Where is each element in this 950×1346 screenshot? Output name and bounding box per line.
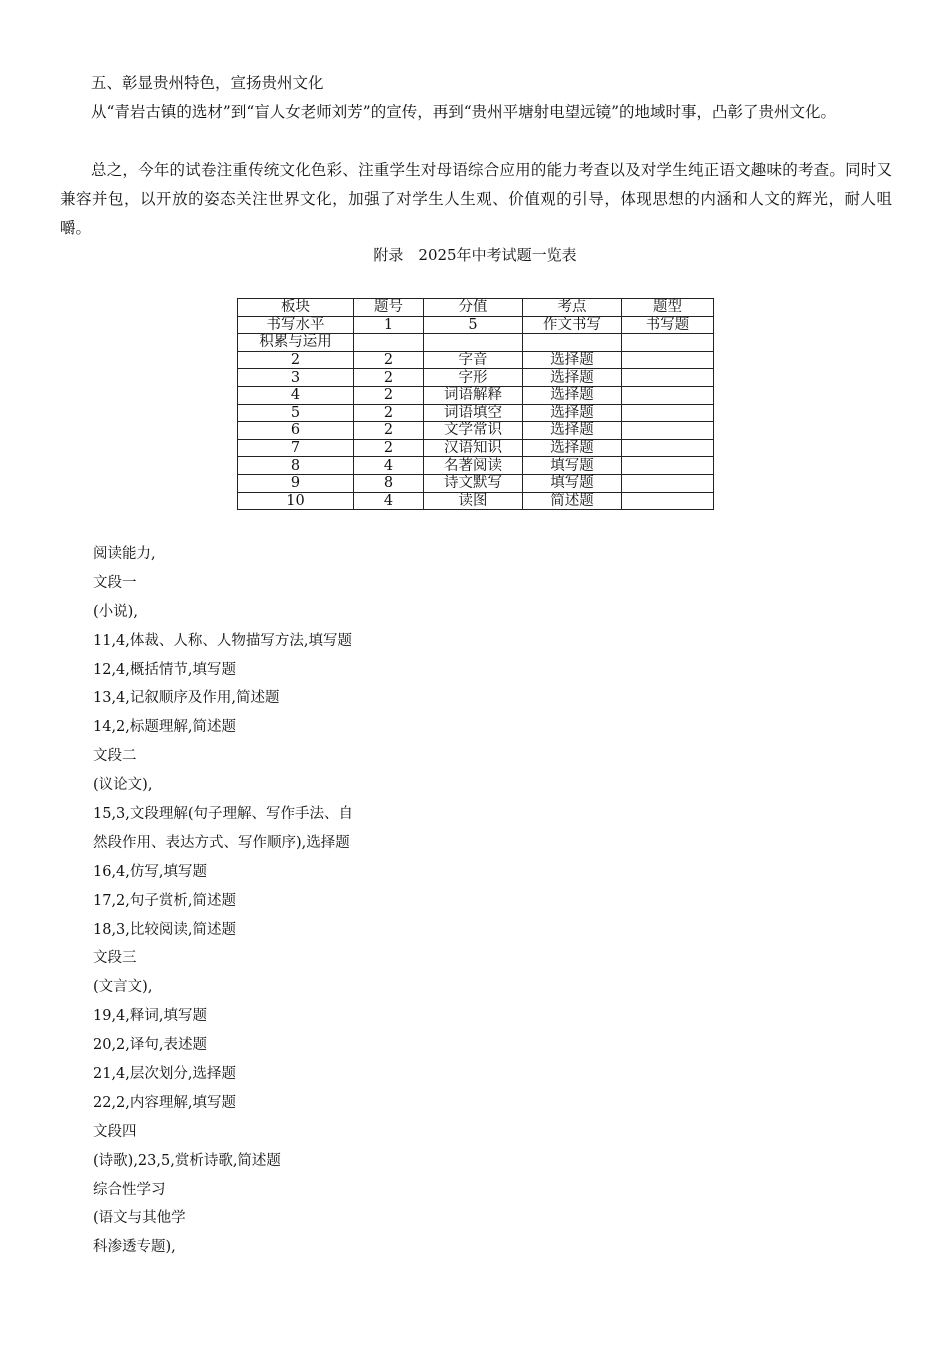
list-item: 11,4,体裁、人称、人物描写方法,填写题 [93, 632, 353, 649]
header-cell-type: 题型 [622, 299, 714, 317]
table-cell: 5 [238, 404, 354, 422]
table-cell: 2 [354, 369, 424, 387]
table-cell: 读图 [424, 492, 523, 510]
table-cell [523, 334, 622, 352]
table-cell: 积累与运用 [238, 334, 354, 352]
table-row [238, 474, 714, 492]
table-cell [622, 334, 714, 352]
table-row [238, 404, 714, 422]
table-row [238, 457, 714, 475]
list-item: 文段四 [93, 1123, 137, 1140]
table-cell: 汉语知识 [424, 439, 523, 457]
table-row [238, 422, 714, 440]
table-cell: 6 [238, 422, 354, 440]
table-cell: 7 [238, 439, 354, 457]
table-row [238, 334, 714, 352]
table-cell [622, 386, 714, 404]
table-row [238, 316, 714, 334]
list-item: 18,3,比较阅读,简述题 [93, 921, 237, 938]
table-caption: 附录 2025年中考试题一览表 [373, 246, 577, 264]
table-cell [354, 334, 424, 352]
table-header-row [238, 299, 714, 317]
table-cell: 作文书写 [523, 316, 622, 334]
list-item: 17,2,句子赏析,简述题 [93, 892, 237, 909]
list-item: 12,4,概括情节,填写题 [93, 661, 237, 678]
list-item: 13,4,记叙顺序及作用,简述题 [93, 690, 280, 707]
table-cell: 4 [238, 386, 354, 404]
table-cell: 10 [238, 492, 354, 510]
table-cell: 选择题 [523, 439, 622, 457]
table-cell: 选择题 [523, 386, 622, 404]
table-cell [622, 422, 714, 440]
table-cell [622, 369, 714, 387]
table-cell [622, 457, 714, 475]
table-cell: 1 [354, 316, 424, 334]
table-cell: 2 [354, 351, 424, 369]
list-item: 文段二 [93, 748, 137, 765]
table-cell: 8 [238, 457, 354, 475]
table-cell: 书写水平 [238, 316, 354, 334]
table-cell: 字音 [424, 351, 523, 369]
list-item: 20,2,译句,表述题 [93, 1037, 208, 1054]
table-cell: 选择题 [523, 369, 622, 387]
table-cell: 9 [238, 474, 354, 492]
table-cell: 填写题 [523, 457, 622, 475]
table-cell: 词语解释 [424, 386, 523, 404]
list-item: 阅读能力, [93, 546, 156, 562]
exam-table [237, 298, 714, 510]
summary-paragraph: 总之，今年的试卷注重传统文化色彩、注重学生对母语综合应用的能力考查以及对学生纯正语文趣味的考查。同时又兼容并包，以开放的姿态关注世界文化，加强了对学生人生观、价值观的引导，体现思想的内涵和人文的辉光，耐人咀嚼。 [60, 161, 892, 237]
table-cell: 4 [354, 492, 424, 510]
list-item: 文段一 [93, 574, 137, 591]
header-cell-number: 题号 [354, 299, 424, 317]
question-list [93, 540, 353, 1262]
table-cell: 5 [424, 316, 523, 334]
table-cell: 填写题 [523, 474, 622, 492]
table-cell: 简述题 [523, 492, 622, 510]
table-cell: 2 [354, 386, 424, 404]
culture-paragraph: 从“青岩古镇的选材”到“盲人女老师刘芳”的宣传，再到“贵州平塘射电望远镜”的地域时事，凸彰了贵州文化。 [91, 103, 837, 121]
list-item: 16,4,仿写,填写题 [93, 863, 208, 880]
list-item: (小说), [93, 603, 138, 620]
list-item: 文段三 [93, 950, 137, 967]
table-cell: 4 [354, 457, 424, 475]
list-item: 14,2,标题理解,简述题 [93, 719, 237, 736]
header-cell-topic: 考点 [523, 299, 622, 317]
list-item: (诗歌),23,5,赏析诗歌,简述题 [93, 1152, 281, 1169]
table-cell [622, 492, 714, 510]
list-item: 22,2,内容理解,填写题 [93, 1094, 237, 1111]
section-heading: 五、彰显贵州特色，宣扬贵州文化 [91, 74, 324, 92]
list-item: (文言文), [93, 979, 153, 996]
table-cell: 选择题 [523, 351, 622, 369]
table-cell: 文学常识 [424, 422, 523, 440]
table-cell: 3 [238, 369, 354, 387]
header-cell-score: 分值 [424, 299, 523, 317]
list-item: 科渗透专题), [93, 1239, 176, 1256]
table-cell: 2 [354, 439, 424, 457]
table-row [238, 369, 714, 387]
table-cell: 书写题 [622, 316, 714, 334]
table-cell: 诗文默写 [424, 474, 523, 492]
table-cell [622, 474, 714, 492]
table-cell: 字形 [424, 369, 523, 387]
table-cell [622, 404, 714, 422]
table-row [238, 351, 714, 369]
header-cell-block: 板块 [238, 299, 354, 317]
list-item: 19,4,释词,填写题 [93, 1008, 208, 1025]
list-item: 15,3,文段理解(句子理解、写作手法、自 [93, 806, 354, 823]
table-row [238, 386, 714, 404]
table-cell: 2 [238, 351, 354, 369]
list-item: 综合性学习 [93, 1181, 166, 1198]
table-cell: 名著阅读 [424, 457, 523, 475]
table-cell [622, 439, 714, 457]
table-cell: 2 [354, 404, 424, 422]
list-item: 21,4,层次划分,选择题 [93, 1066, 237, 1083]
table-cell: 词语填空 [424, 404, 523, 422]
list-item: 然段作用、表达方式、写作顺序),选择题 [93, 834, 350, 851]
list-item: (语文与其他学 [93, 1210, 186, 1227]
table-cell: 2 [354, 422, 424, 440]
table-cell: 选择题 [523, 404, 622, 422]
table-cell: 8 [354, 474, 424, 492]
list-item: (议论文), [93, 777, 153, 794]
table-cell [424, 334, 523, 352]
table-row [238, 439, 714, 457]
table-cell [622, 351, 714, 369]
table-cell: 选择题 [523, 422, 622, 440]
table-row [238, 492, 714, 510]
